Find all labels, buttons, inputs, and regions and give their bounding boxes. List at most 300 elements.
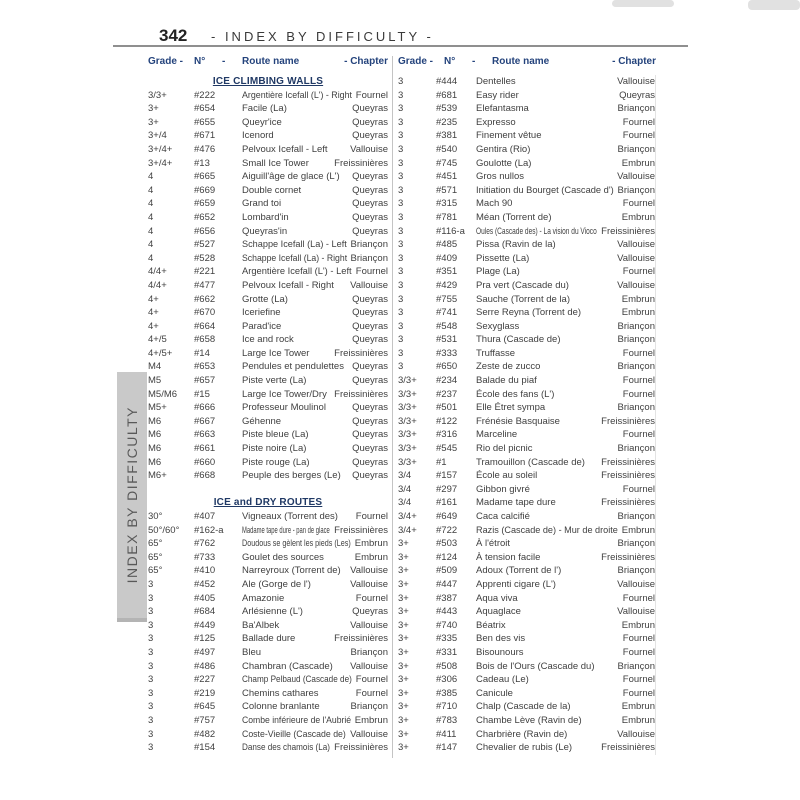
route-row [398, 75, 656, 89]
number-cell: #477 [194, 279, 216, 291]
route-name-cell: Initiation du Bourget (Cascade d') [476, 184, 614, 196]
route-row [148, 211, 388, 225]
route-row [398, 619, 656, 633]
route-name-cell: Bleu [242, 646, 262, 658]
header-rule [113, 45, 688, 47]
grade-cell: 3+ [398, 714, 409, 726]
route-name-cell: Goulet des sources [242, 551, 324, 563]
route-name-cell: Oules (Cascade des) - La vision du Vioco [476, 225, 597, 237]
route-name-cell: Expresso [476, 116, 516, 128]
number-cell: #757 [194, 714, 216, 726]
chapter-cell: Vallouise [617, 728, 655, 740]
number-cell: #528 [194, 252, 216, 264]
route-name-cell: Small Ice Tower [242, 157, 309, 169]
number-cell: #443 [436, 606, 458, 618]
chapter-cell: Fournel [622, 687, 655, 699]
number-cell: #755 [436, 293, 458, 305]
grade-cell: 3 [398, 198, 404, 210]
route-row [148, 537, 388, 551]
number-cell: #219 [194, 687, 216, 699]
route-row [148, 225, 388, 239]
route-name-cell: Aquaglace [476, 606, 521, 618]
number-cell: #15 [194, 388, 210, 400]
number-cell: #385 [436, 687, 458, 699]
route-name-cell: Doudous se gèlent les pieds (Les) [242, 538, 351, 550]
route-row [398, 687, 656, 701]
route-row [148, 333, 388, 347]
chapter-cell: Vallouise [350, 565, 388, 577]
number-cell: #451 [436, 171, 458, 183]
chapter-cell: Briançon [350, 646, 388, 658]
chapter-cell: Briançon [617, 443, 655, 455]
route-name-cell: Easy rider [476, 89, 519, 101]
number-cell: #509 [436, 565, 458, 577]
grade-cell: 4 [148, 239, 154, 251]
route-row [398, 442, 656, 456]
grade-cell: 3/4+ [398, 524, 417, 536]
chapter-cell: Vallouise [350, 619, 388, 631]
route-row [148, 592, 388, 606]
scan-artifact [748, 0, 800, 10]
route-name-cell: Icenord [242, 130, 274, 142]
number-cell: #660 [194, 456, 216, 468]
route-row [398, 157, 656, 171]
route-row [398, 524, 656, 538]
route-row [148, 360, 388, 374]
chapter-column-label: - Chapter [344, 56, 388, 67]
route-row [148, 728, 388, 742]
grade-cell: M6 [148, 456, 162, 468]
number-cell: #548 [436, 320, 458, 332]
chapter-cell: Queyras [352, 198, 388, 210]
route-row [148, 306, 388, 320]
grade-cell: 3 [148, 619, 154, 631]
number-cell: #486 [194, 660, 216, 672]
chapter-cell: Fournel [622, 646, 655, 658]
column-header-left [148, 56, 388, 67]
chapter-cell: Vallouise [617, 76, 655, 87]
grade-cell: 3+ [398, 701, 409, 713]
grade-cell: 3+/4+ [148, 157, 173, 169]
chapter-cell: Freissinières [334, 524, 388, 536]
route-row [398, 660, 656, 674]
number-cell: #741 [436, 307, 458, 319]
number-cell: #649 [436, 511, 458, 522]
route-row [398, 605, 656, 619]
chapter-cell: Embrun [621, 293, 655, 305]
route-row [398, 700, 656, 714]
route-row [148, 197, 388, 211]
sidebar-tab [117, 372, 147, 622]
number-cell: #745 [436, 157, 458, 169]
route-row [398, 279, 656, 293]
grade-column-label: Grade - [398, 56, 434, 67]
route-name-cell: École des fans (L') [476, 388, 555, 400]
grade-cell: 3 [398, 89, 404, 101]
number-cell: #650 [436, 361, 458, 373]
number-cell: #485 [436, 239, 458, 251]
route-name-cell: Elle Étret sympa [476, 402, 546, 414]
number-cell: #449 [194, 619, 216, 631]
page-title: - INDEX BY DIFFICULTY - [211, 29, 434, 44]
number-cell: #722 [436, 524, 458, 536]
route-name-cell: Aqua viva [476, 592, 518, 604]
number-column-label: N° [194, 56, 206, 67]
chapter-cell: Embrun [621, 307, 655, 319]
number-cell: #227 [194, 674, 216, 686]
route-name-cell: Adoux (Torrent de l') [476, 565, 562, 577]
route-name-cell: Queyras'in [242, 225, 288, 237]
number-cell: #476 [194, 143, 216, 155]
route-row [398, 306, 656, 320]
route-name-cell: Ben des vis [476, 633, 526, 645]
page-number: 342 [159, 26, 188, 45]
route-name-cell: Facile (La) [242, 103, 287, 115]
chapter-cell: Fournel [622, 674, 655, 686]
number-cell: #316 [436, 429, 458, 441]
number-cell: #297 [436, 483, 458, 495]
number-column-label: N° [444, 56, 456, 67]
route-name-cell: Marceline [476, 429, 518, 441]
grade-column-label: Grade - [148, 56, 184, 67]
chapter-cell: Vallouise [350, 660, 388, 672]
grade-cell: 3 [148, 742, 154, 754]
route-row [398, 632, 656, 646]
route-row [398, 510, 656, 524]
grade-cell: 3 [398, 225, 404, 237]
chapter-cell: Queyras [352, 429, 388, 441]
route-name-cell: Madame tape dure [476, 497, 556, 509]
number-cell: #762 [194, 538, 216, 550]
number-cell: #539 [436, 103, 458, 115]
chapter-cell: Freissinières [601, 415, 655, 427]
route-row [148, 646, 388, 660]
route-name-cell: Chalp (Cascade de la) [476, 701, 571, 713]
chapter-cell: Embrun [354, 714, 388, 726]
route-row [148, 741, 388, 755]
number-cell: #655 [194, 116, 216, 128]
number-cell: #681 [436, 89, 458, 101]
route-name-cell: Bisounours [476, 646, 524, 658]
route-name-cell: Large Ice Tower/Dry [242, 388, 327, 400]
number-cell: #125 [194, 633, 216, 645]
section-header [148, 496, 388, 510]
chapter-cell: Queyras [352, 171, 388, 183]
number-cell: #659 [194, 198, 216, 210]
grade-cell: M5/M6 [148, 388, 178, 400]
number-cell: #669 [194, 184, 216, 196]
number-cell: #670 [194, 307, 216, 319]
route-row [148, 714, 388, 728]
chapter-cell: Queyras [619, 89, 655, 101]
route-name-cell: À tension facile [476, 551, 541, 563]
number-cell: #157 [436, 470, 458, 482]
number-cell: #684 [194, 606, 216, 618]
chapter-cell: Briançon [350, 239, 388, 251]
number-cell: #666 [194, 402, 216, 414]
route-name-cell: Colonne branlante [242, 701, 320, 713]
route-row [148, 632, 388, 646]
chapter-cell: Freissinières [601, 470, 655, 482]
route-name-cell: Mach 90 [476, 198, 513, 210]
chapter-cell: Embrun [621, 701, 655, 713]
grade-cell: 3 [148, 687, 154, 699]
chapter-cell: Queyras [352, 443, 388, 455]
route-name-cell: Caca calcifié [476, 511, 530, 522]
route-name-cell: Piste verte (La) [242, 375, 307, 387]
route-name-cell: Sexyglass [476, 320, 520, 332]
number-cell: #154 [194, 742, 216, 754]
route-name-cell: Tramouillon (Cascade de) [476, 456, 585, 468]
route-name-cell: Ale (Gorge de l') [242, 578, 311, 590]
route-row [398, 496, 656, 510]
number-cell: #503 [436, 538, 458, 550]
grade-cell: 3 [148, 674, 154, 686]
chapter-cell: Freissinières [334, 157, 388, 169]
chapter-cell: Briançon [617, 361, 655, 373]
route-row [398, 741, 656, 755]
chapter-cell: Fournel [622, 633, 655, 645]
grade-cell: M6+ [148, 470, 167, 482]
route-row [398, 646, 656, 660]
number-cell: #161 [436, 497, 458, 509]
chapter-cell: Vallouise [350, 279, 388, 291]
route-name-cell: Gibbon givré [476, 483, 530, 495]
chapter-cell: Briançon [617, 320, 655, 332]
route-row [148, 102, 388, 116]
number-cell: #482 [194, 728, 216, 740]
number-cell: #147 [436, 742, 458, 754]
grade-cell: 4 [148, 225, 154, 237]
number-cell: #571 [436, 184, 458, 196]
chapter-cell: Queyras [352, 402, 388, 414]
route-row [398, 360, 656, 374]
number-cell: #501 [436, 402, 458, 414]
number-cell: #527 [194, 239, 216, 251]
route-row [148, 252, 388, 266]
grade-cell: 3 [398, 116, 404, 128]
route-row [398, 401, 656, 415]
number-cell: #667 [194, 415, 216, 427]
route-row [148, 374, 388, 388]
grade-cell: 3+ [398, 646, 409, 658]
grade-cell: 3 [398, 130, 404, 142]
number-cell: #116-a [436, 225, 465, 237]
route-row [398, 564, 656, 578]
chapter-cell: Briançon [617, 334, 655, 346]
route-row [398, 170, 656, 184]
routes-table-left [148, 75, 388, 755]
grade-cell: M5+ [148, 402, 167, 414]
route-name-cell: Frénésie Basquaise [476, 415, 560, 427]
grade-cell: 3 [398, 279, 404, 291]
chapter-cell: Embrun [621, 524, 655, 536]
route-row [398, 197, 656, 211]
grade-cell: 4+ [148, 320, 159, 332]
route-name-cell: Chambran (Cascade) [242, 660, 333, 672]
route-name-cell: Lombard'in [242, 211, 289, 223]
number-cell: #657 [194, 375, 216, 387]
route-name-cell: Dentelles [476, 76, 516, 87]
chapter-cell: Queyras [352, 116, 388, 128]
route-name-cell: Amazonie [242, 592, 285, 604]
chapter-cell: Briançon [617, 565, 655, 577]
chapter-cell: Fournel [355, 687, 388, 699]
grade-cell: 3+ [148, 116, 159, 128]
grade-cell: 3 [148, 714, 154, 726]
number-cell: #656 [194, 225, 216, 237]
header-dash: - [472, 56, 476, 67]
chapter-cell: Vallouise [617, 279, 655, 291]
number-cell: #781 [436, 211, 458, 223]
grade-cell: 3/3+ [398, 375, 417, 387]
chapter-cell: Queyras [352, 415, 388, 427]
chapter-column-label: - Chapter [612, 56, 656, 67]
route-row [398, 388, 656, 402]
route-name-cell: Peuple des berges (Le) [242, 470, 341, 482]
number-cell: #452 [194, 578, 216, 590]
route-row [148, 564, 388, 578]
route-row [148, 401, 388, 415]
route-name-cell: Arlésienne (L') [242, 606, 303, 618]
route-name-cell: Pissette (La) [476, 252, 530, 264]
route-row [398, 714, 656, 728]
route-row [398, 265, 656, 279]
grade-cell: 4 [148, 198, 154, 210]
route-name-cell: Piste noire (La) [242, 443, 307, 455]
number-cell: #662 [194, 293, 216, 305]
chapter-cell: Fournel [355, 511, 388, 522]
grade-cell: 3 [398, 184, 404, 196]
number-cell: #409 [436, 252, 458, 264]
route-row [148, 510, 388, 524]
route-row [398, 143, 656, 157]
number-cell: #668 [194, 470, 216, 482]
route-row [148, 89, 388, 103]
route-name-cell: Cadeau (Le) [476, 674, 529, 686]
route-row [398, 102, 656, 116]
route-name-cell: École au soleil [476, 470, 538, 482]
route-name-cell: Zeste de zucco [476, 361, 541, 373]
chapter-cell: Fournel [622, 347, 655, 359]
route-name-cell: Coste-Vieille (Cascade de) [242, 728, 346, 740]
chapter-cell: Briançon [617, 538, 655, 550]
route-name-cell: Méan (Torrent de) [476, 211, 552, 223]
chapter-cell: Embrun [354, 538, 388, 550]
grade-cell: 3 [148, 606, 154, 618]
scan-artifact [612, 0, 674, 7]
route-name-cell: Professeur Moulinol [242, 402, 326, 414]
route-row [148, 700, 388, 714]
route-row [398, 578, 656, 592]
grade-cell: 50°/60° [148, 524, 180, 536]
route-name-cell: Double cornet [242, 184, 302, 196]
number-cell: #13 [194, 157, 210, 169]
grade-cell: 4 [148, 184, 154, 196]
number-cell: #14 [194, 347, 210, 359]
chapter-cell: Freissinières [601, 456, 655, 468]
number-cell: #234 [436, 375, 458, 387]
route-row [148, 673, 388, 687]
chapter-cell: Queyras [352, 361, 388, 373]
grade-cell: 4/4+ [148, 279, 167, 291]
route-name-cell: Chambe Lève (Ravin de) [476, 714, 582, 726]
route-name-cell: Goulotte (La) [476, 157, 532, 169]
chapter-cell: Freissinières [601, 551, 655, 563]
chapter-cell: Freissinières [334, 347, 388, 359]
route-name-cell: Béatrix [476, 619, 506, 631]
route-name-cell: Serre Reyna (Torrent de) [476, 307, 582, 319]
number-cell: #447 [436, 578, 458, 590]
chapter-cell: Queyras [352, 293, 388, 305]
chapter-cell: Fournel [355, 266, 388, 278]
number-cell: #387 [436, 592, 458, 604]
grade-cell: 3+/4+ [148, 143, 173, 155]
route-row [148, 524, 388, 538]
route-row [398, 184, 656, 198]
grade-cell: 4+ [148, 293, 159, 305]
number-cell: #381 [436, 130, 458, 142]
grade-cell: 30° [148, 511, 163, 522]
chapter-cell: Embrun [621, 714, 655, 726]
chapter-cell: Embrun [621, 211, 655, 223]
route-row [398, 374, 656, 388]
route-name-cell: Vigneaux (Torrent des) [242, 511, 338, 522]
number-cell: #740 [436, 619, 458, 631]
chapter-cell: Vallouise [350, 578, 388, 590]
number-cell: #531 [436, 334, 458, 346]
number-cell: #407 [194, 511, 216, 522]
grade-cell: 3 [148, 646, 154, 658]
chapter-cell: Queyras [352, 184, 388, 196]
route-name-cell: Piste rouge (La) [242, 456, 310, 468]
grade-cell: 3 [148, 660, 154, 672]
number-cell: #653 [194, 361, 216, 373]
route-name-cell: Ice and rock [242, 334, 294, 346]
route-row [148, 293, 388, 307]
grade-cell: 3/3+ [398, 415, 417, 427]
route-name-cell: Plage (La) [476, 266, 520, 278]
route-row [148, 660, 388, 674]
route-name-cell: Rio del picnic [476, 443, 533, 455]
grade-cell: 3 [398, 171, 404, 183]
route-row [398, 225, 656, 239]
chapter-cell: Fournel [622, 375, 655, 387]
number-cell: #331 [436, 646, 458, 658]
grade-cell: 3 [398, 157, 404, 169]
route-row [148, 551, 388, 565]
route-name-cell: Gros nullos [476, 171, 525, 183]
grade-cell: M6 [148, 415, 162, 427]
grade-cell: 3/4 [398, 483, 412, 495]
chapter-cell: Queyras [352, 334, 388, 346]
grade-cell: 3 [398, 293, 404, 305]
route-row [148, 428, 388, 442]
number-cell: #540 [436, 143, 458, 155]
grade-cell: 3+ [398, 728, 409, 740]
route-name-cell: Balade du piaf [476, 375, 537, 387]
route-name-cell: Ba'Albek [242, 619, 280, 631]
route-name-cell: Parad'ice [242, 320, 282, 332]
number-cell: #671 [194, 130, 216, 142]
chapter-cell: Briançon [350, 701, 388, 713]
chapter-cell: Fournel [622, 388, 655, 400]
number-cell: #508 [436, 660, 458, 672]
grade-cell: M6 [148, 429, 162, 441]
number-cell: #410 [194, 565, 216, 577]
grade-cell: 3/3+ [398, 456, 417, 468]
route-row [398, 469, 656, 483]
